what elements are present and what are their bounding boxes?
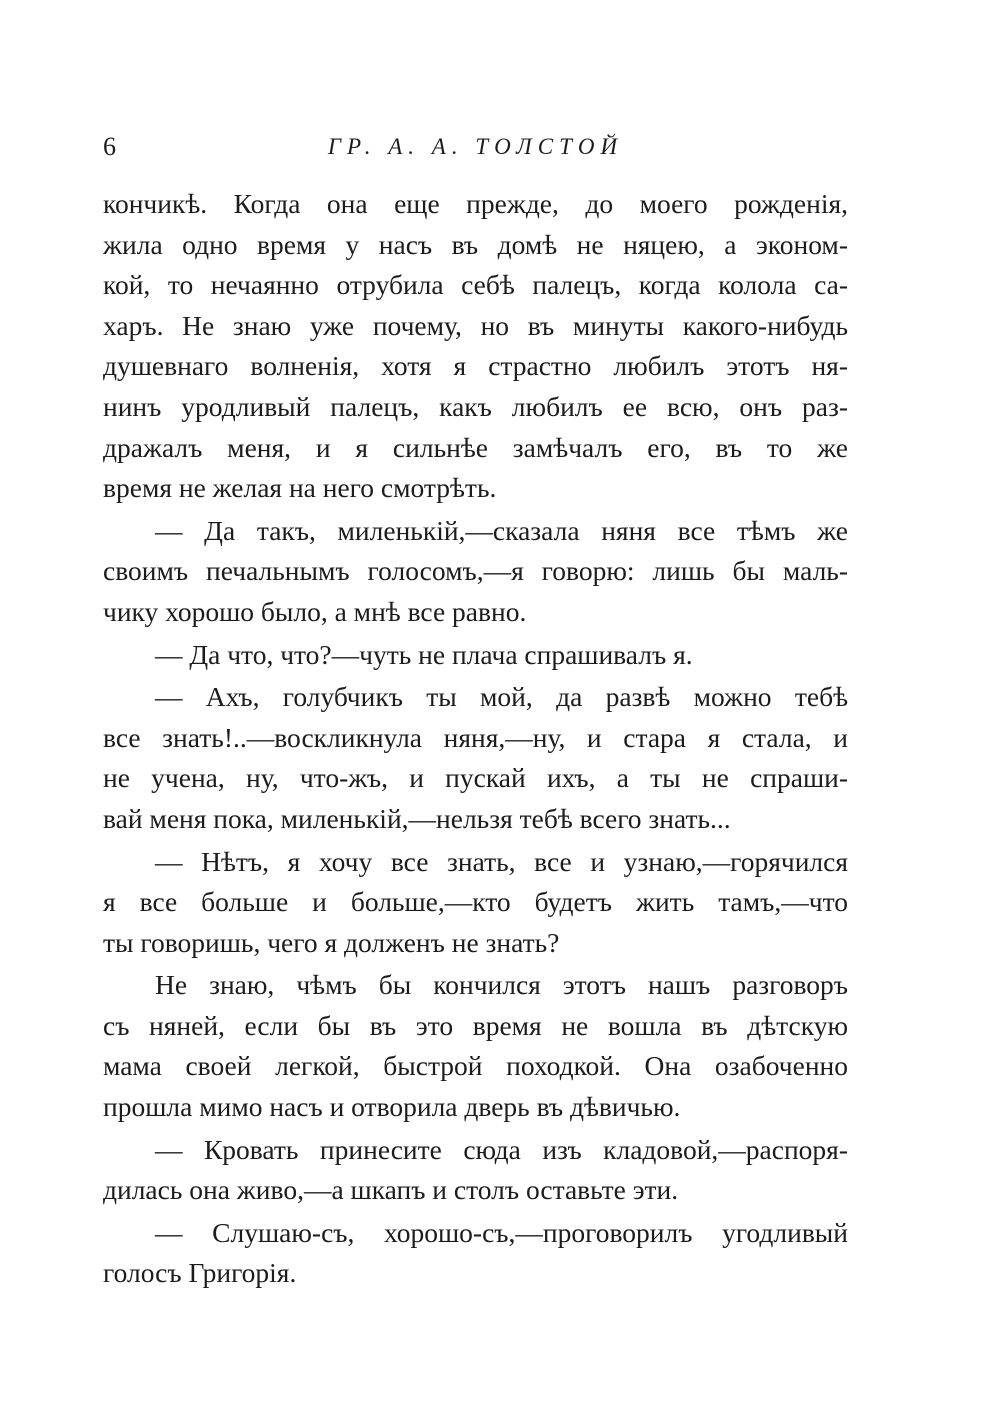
text-line: чику хорошо было, а мнѣ все равно. <box>103 595 527 627</box>
text-line: — Слушаю-съ, хорошо-съ,—проговорилъ угодливый <box>155 1216 848 1248</box>
text-line: дилась она живо,—а шкапъ и столъ оставьте эти. <box>103 1174 679 1206</box>
paragraph <box>103 184 848 509</box>
paragraph <box>103 677 848 839</box>
text-line: Не знаю, чѣмъ бы кончился этотъ нашъ разговоръ <box>155 969 848 1001</box>
body-text <box>103 184 848 1294</box>
text-line: кончикѣ. Когда она еще прежде, до моего рожденія, <box>103 188 848 219</box>
paragraph <box>103 1130 848 1211</box>
text-line: — Да такъ, миленькій,—сказала няня все тѣмъ же <box>155 514 848 546</box>
text-line: душевнаго волненія, хотя я страстно любилъ этотъ ня- <box>103 350 848 382</box>
running-title: ГР. А. А. ТОЛСТОЙ <box>327 134 624 159</box>
paragraph <box>103 842 848 964</box>
text-line: — Ахъ, голубчикъ ты мой, да развѣ можно тебѣ <box>155 681 848 713</box>
text-line: своимъ печальнымъ голосомъ,—я говорю: лишь бы маль- <box>103 555 848 587</box>
text-line: время не желая на него смотрѣть. <box>103 472 497 504</box>
text-line: ты говоришь, чего я долженъ не знать? <box>103 926 560 958</box>
text-line: все знать!..—воскликнула няня,—ну, и стара я стала, и <box>103 721 848 753</box>
paragraph <box>103 635 848 676</box>
text-line: вай меня пока, миленькій,—нельзя тебѣ всего знать... <box>103 802 731 834</box>
text-line: кой, то нечаянно отрубила себѣ палецъ, когда колола са- <box>103 269 848 301</box>
text-line: — Нѣтъ, я хочу все знать, все и узнаю,—горячился <box>155 845 848 877</box>
page-header <box>103 130 848 164</box>
paragraph <box>103 965 848 1127</box>
text-line: прошла мимо насъ и отворила дверь въ дѣвичью. <box>103 1091 681 1123</box>
page-number: 6 <box>103 132 116 161</box>
paragraph <box>103 511 848 633</box>
text-line: мама своей легкой, быстрой походкой. Она озабоченно <box>103 1050 848 1082</box>
text-line: — Кровать принесите сюда изъ кладовой,—распоря- <box>155 1133 848 1165</box>
text-line: — Да что, что?—чуть не плача спрашивалъ я. <box>155 638 693 670</box>
text-line: не учена, ну, что-жъ, и пускай ихъ, а ты не спраши- <box>103 762 848 794</box>
text-line: нинъ уродливый палецъ, какъ любилъ ее всю, онъ раз- <box>103 390 848 422</box>
text-line: съ няней, если бы въ это время не вошла въ дѣтскую <box>103 1009 848 1041</box>
text-line: я все больше и больше,—кто будетъ жить тамъ,—что <box>103 886 848 918</box>
text-line: харъ. Не знаю уже почему, но въ минуты какого-нибудь <box>103 309 848 341</box>
paragraph <box>103 1213 848 1294</box>
text-line: голосъ Григорія. <box>103 1257 297 1289</box>
text-line: дражалъ меня, и я сильнѣе замѣчалъ его, въ то же <box>103 431 848 463</box>
text-line: жила одно время у насъ въ домѣ не няцею, а эконом- <box>103 228 848 260</box>
